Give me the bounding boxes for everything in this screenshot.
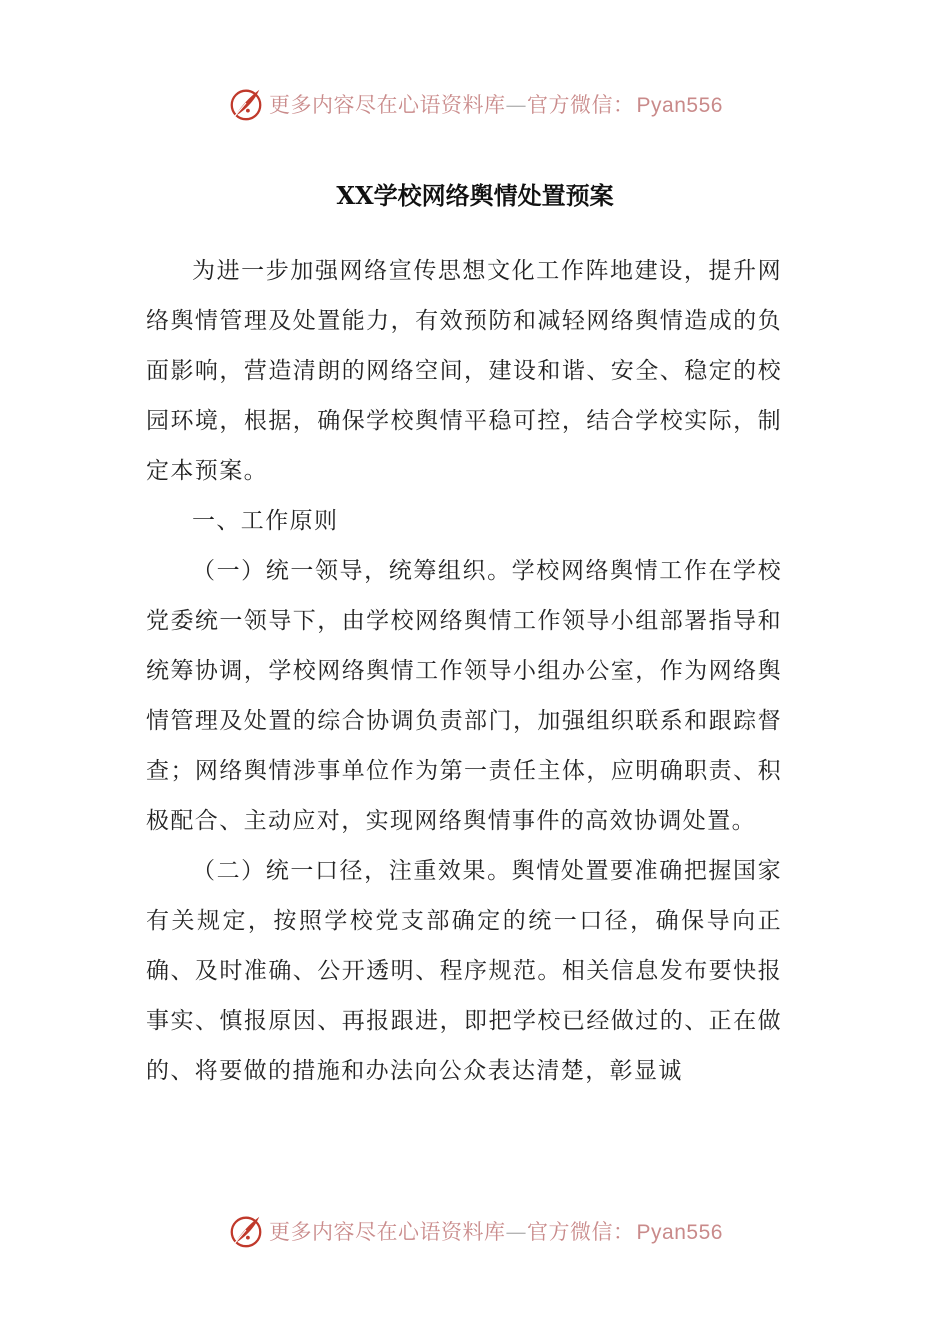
document-body [146, 246, 782, 1096]
header-watermark [0, 82, 950, 126]
quill-pen-logo-icon [227, 85, 265, 123]
section-heading-principles: 一、工作原则 [192, 508, 339, 534]
watermark-text: 更多内容尽在心语资料库—官方微信：Pyan556 [269, 93, 723, 117]
paragraph-principle-2: （二）统一口径，注重效果。舆情处置要准确把握国家有关规定，按照学校党支部确定的统一口径，确保导向正确、及时准确、公开透明、程序规范。相关信息发布要快报事实、慎报原因、再报跟进，即把学校已经做过的、正在做的、将要做的措施和办法向公众表达清楚，彰显诚 [146, 858, 782, 1084]
document-title: XX学校网络舆情处置预案 [336, 181, 614, 210]
paragraph-intro: 为进一步加强网络宣传思想文化工作阵地建设，提升网络舆情管理及处置能力，有效预防和减轻网络舆情造成的负面影响，营造清朗的网络空间，建设和谐、安全、稳定的校园环境，根据，确保学校舆情平稳可控，结合学校实际，制定本预案。 [146, 258, 782, 484]
quill-pen-logo-icon [227, 1212, 265, 1250]
footer-watermark [0, 1209, 950, 1253]
paragraph-principle-1: （一）统一领导，统筹组织。学校网络舆情工作在学校党委统一领导下，由学校网络舆情工作领导小组部署指导和统筹协调，学校网络舆情工作领导小组办公室，作为网络舆情管理及处置的综合协调负责部门，加强组织联系和跟踪督查；网络舆情涉事单位作为第一责任主体，应明确职责、积极配合、主动应对，实现网络舆情事件的高效协调处置。 [146, 558, 782, 834]
watermark-text: 更多内容尽在心语资料库—官方微信：Pyan556 [269, 1220, 723, 1244]
